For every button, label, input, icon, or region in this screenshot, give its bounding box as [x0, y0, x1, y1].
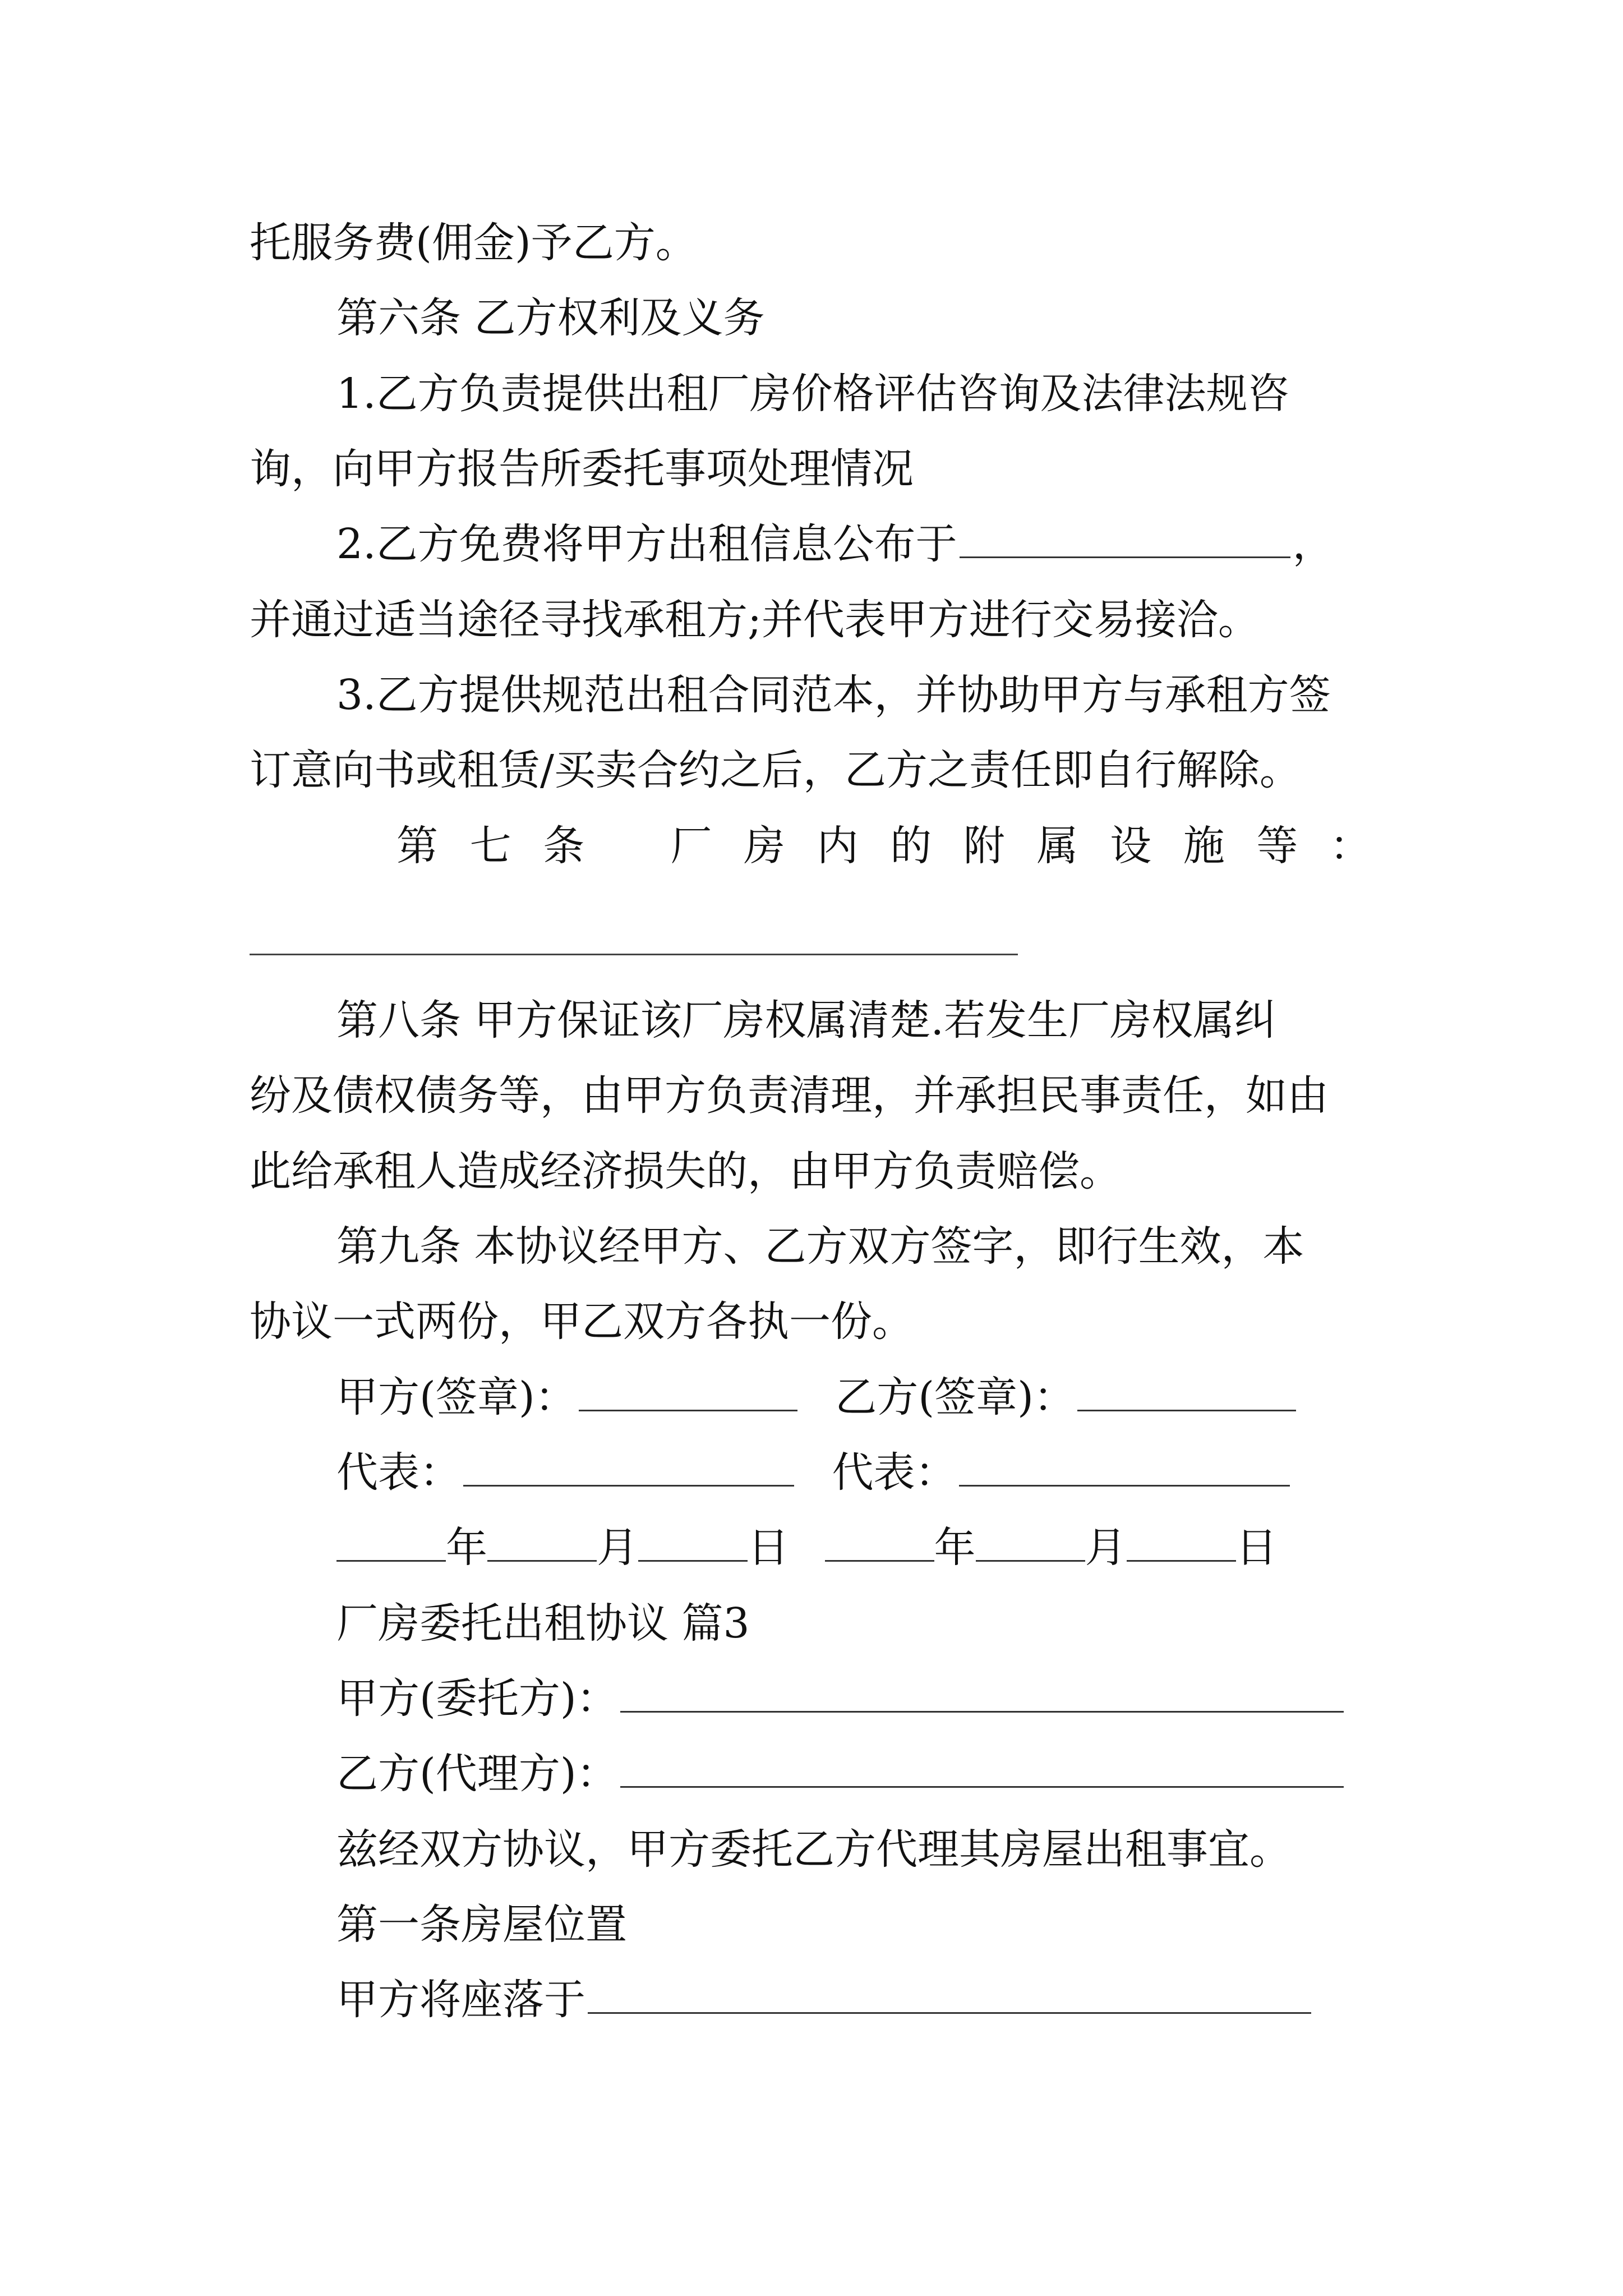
text-line: 纷及债权债务等，由甲方负责清理，并承担民事责任，如由 [250, 1071, 1329, 1120]
party-line: 甲方(委托方)： [0, 1662, 1623, 1735]
representative-line: 代表： 代表： [0, 1436, 1623, 1509]
signature-blank [1077, 1369, 1296, 1411]
text-line: 第八条 甲方保证该厂房权属清楚.若发生厂房权属纠 [336, 996, 1276, 1045]
date-blank [825, 1520, 934, 1562]
text-line: 询，向甲方报告所委托事项处理情况 [250, 445, 914, 493]
text-line: 并通过适当途径寻找承租方;并代表甲方进行交易接洽。 [250, 596, 1260, 644]
date-blank [638, 1520, 748, 1562]
address-blank [588, 1972, 1311, 2014]
fill-blank [960, 516, 1290, 558]
date-line: 年 月 日 年 月 日 [0, 1511, 1623, 1584]
party-blank [620, 1746, 1344, 1788]
representative-blank [463, 1444, 794, 1487]
article-heading: 第六条 乙方权利及义务 [336, 294, 765, 342]
text-line: 第九条 本协议经甲方、乙方双方签字，即行生效，本 [336, 1222, 1304, 1271]
text-line: 兹经双方协议，甲方委托乙方代理其房屋出租事宜。 [336, 1825, 1291, 1874]
date-blank [336, 1520, 446, 1562]
text-line: 甲方将座落于 [0, 1963, 1623, 2036]
fill-blank [250, 954, 1018, 955]
signature-line: 甲方(签章)： 乙方(签章)： [0, 1361, 1623, 1434]
text-line: 1.乙方负责提供出租厂房价格评估咨询及法律法规咨 [336, 370, 1289, 418]
text-line: 托服务费(佣金)予乙方。 [250, 219, 697, 267]
text-line: 2.乙方免费将甲方出租信息公布于 ， [0, 508, 1623, 581]
section-title: 厂房委托出租协议 篇3 [336, 1599, 750, 1648]
article-heading-spread: 第 七 条 厂 房 内 的 附 属 设 施 等 ： [250, 809, 1371, 882]
party-blank [620, 1671, 1344, 1713]
party-line: 乙方(代理方)： [0, 1737, 1623, 1810]
text-line: 此给承租人造成经济损失的，由甲方负责赔偿。 [250, 1147, 1121, 1195]
gap [616, 809, 639, 882]
signature-blank [579, 1369, 797, 1411]
text-line: 3.乙方提供规范出租合同范本，并协助甲方与承租方签 [336, 671, 1331, 719]
text-line: 协议一式两份，甲乙双方各执一份。 [250, 1297, 914, 1346]
representative-blank [959, 1444, 1290, 1487]
text-line: 订意向书或租赁/买卖合约之后，乙方之责任即自行解除。 [250, 746, 1301, 794]
article-heading: 第一条房屋位置 [336, 1901, 627, 1949]
date-blank [976, 1520, 1085, 1562]
date-blank [487, 1520, 597, 1562]
date-blank [1127, 1520, 1236, 1562]
